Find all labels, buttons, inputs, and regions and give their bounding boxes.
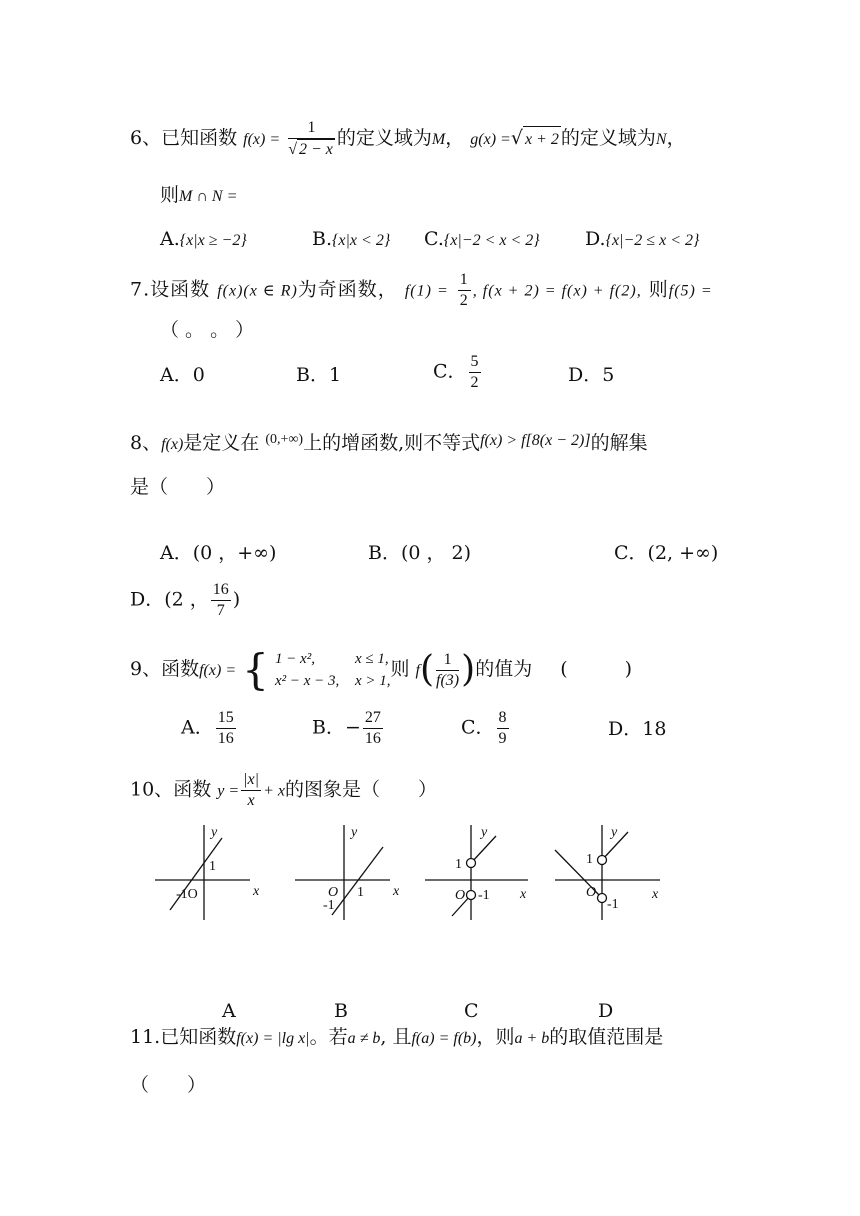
- q7-option-c: [433, 352, 483, 393]
- q6-f-den: √ 2 − x: [288, 141, 333, 158]
- q7-half: [458, 270, 471, 311]
- q9-text3: 的值为: [475, 658, 533, 680]
- q9-option-b-frac: [363, 708, 383, 749]
- graph-b: [295, 825, 390, 920]
- graph-d-y-label: y: [611, 825, 618, 840]
- q6-option-c-label: C.: [424, 228, 444, 250]
- q6-M: M: [431, 131, 446, 148]
- graph-b-y-label: y: [351, 825, 358, 840]
- q9-inner-den: f(3): [436, 671, 460, 689]
- q9-math1: f(x) =: [199, 662, 237, 679]
- q10-frac-den: x: [247, 792, 255, 809]
- q9-text1: 函数: [161, 658, 200, 680]
- q6-f-num: 1: [288, 118, 335, 139]
- q9-option-c: [461, 708, 511, 749]
- graph-c-open-point-top: [467, 859, 476, 868]
- q9-option-a-num: 15: [216, 708, 236, 729]
- q9-option-c-label: C．: [461, 716, 495, 739]
- q6-option-c: [424, 226, 540, 254]
- q9-paren: ( ): [560, 658, 633, 680]
- q6-g-lhs: g(x) =: [470, 131, 511, 148]
- graph-c-y-label: y: [481, 825, 488, 840]
- q10-frac: [241, 770, 261, 811]
- graph-b-origin: O: [328, 885, 339, 900]
- q8-math1: f(x): [161, 436, 184, 453]
- q8-text2: 上的增函数,则不等式: [303, 432, 481, 454]
- graph-a-y-label: y: [211, 825, 218, 840]
- q6-number: 6、: [130, 127, 162, 149]
- q6-f-lhs: f(x) =: [243, 131, 281, 148]
- q9-option-b-sign: −: [344, 716, 361, 739]
- q9-case1-cond: x ≤ 1,: [354, 651, 389, 667]
- q6-option-a-math: {x|x ≥ −2}: [179, 232, 247, 249]
- q9-case2-expr: x² − x − 3,: [274, 673, 340, 689]
- graph-c-origin: O: [455, 888, 466, 903]
- q7-text2: 为奇函数，: [297, 278, 398, 301]
- graph-d-open-point-top: [598, 856, 607, 865]
- q9-line1: [130, 645, 633, 694]
- q7-number: 7.: [130, 278, 151, 301]
- q7-option-c-label: C．: [433, 360, 467, 383]
- q9-right-paren: ): [461, 649, 476, 690]
- q8-line1: [130, 430, 648, 459]
- q10-math1: y =: [217, 782, 240, 800]
- q7-option-a: A．0: [160, 364, 205, 386]
- q8-option-b: B．(0 ， 2): [368, 542, 472, 564]
- q9-option-a-label: A．: [181, 716, 214, 739]
- graph-c-x-label: x: [520, 887, 527, 902]
- q6-line2: [160, 182, 237, 210]
- q11-math4: a + b: [514, 1030, 550, 1047]
- q9-inner-num: 1: [436, 650, 459, 671]
- q8-math3: f(x) > f[8(x − 2)]: [480, 432, 591, 449]
- q11-line2: （ ）: [130, 1074, 207, 1096]
- q7-option-b: B．1: [296, 364, 342, 386]
- q6-N: N: [655, 131, 667, 148]
- q10-text1: 函数: [173, 778, 212, 801]
- graph-a-caption: A: [222, 1000, 236, 1022]
- q6-text1: 已知函数: [161, 127, 238, 149]
- q8-option-d-den: 7: [216, 602, 225, 619]
- q11-math3: f(a) = f(b): [411, 1030, 477, 1047]
- q7-math4: f(5) =: [668, 282, 713, 300]
- q7-option-d: D．5: [568, 364, 615, 386]
- q9-left-paren: (: [419, 649, 435, 690]
- q9-inner-frac: [436, 650, 459, 691]
- q9-math2: f: [415, 662, 420, 679]
- graph-d-x-label: x: [652, 887, 659, 902]
- q11-text3: , 且: [380, 1026, 412, 1048]
- graph-a-neg-one-origin: -1O: [176, 887, 198, 902]
- q9-brace: {: [242, 645, 269, 694]
- q9-case1-expr: 1 − x²,: [274, 651, 315, 667]
- q6-line2-math: M ∩ N =: [179, 188, 238, 205]
- graph-b-line: [332, 847, 383, 915]
- graph-a: [155, 825, 250, 920]
- q8-option-d-close: ): [232, 588, 241, 611]
- q6-line2-text: 则: [160, 184, 180, 206]
- q7-text3: 则: [648, 278, 669, 301]
- graph-d-neg-one: -1: [607, 897, 619, 912]
- q10-number: 10、: [130, 778, 174, 801]
- q6-option-d: [585, 226, 699, 254]
- q9-number: 9、: [130, 658, 162, 680]
- q9-option-b-num: 27: [363, 708, 383, 729]
- q9-option-b-den: 16: [364, 730, 381, 747]
- q9-option-b-label: B．: [312, 716, 345, 739]
- graph-c-neg-one: -1: [478, 888, 490, 903]
- q8-math2: (0,+∞): [265, 432, 304, 447]
- q6-comma2: ，: [666, 127, 686, 149]
- q10-text2: 的图象是（ ）: [284, 778, 437, 801]
- q6-f-radicand: 2 − x: [298, 141, 333, 158]
- q6-f-fraction: [288, 118, 335, 160]
- q6-option-d-label: D.: [585, 228, 606, 250]
- q11-math2: a ≠ b: [347, 1030, 381, 1047]
- graph-d-caption: D: [598, 1000, 614, 1022]
- q7-math1: f(x)(x ∈ R): [217, 282, 298, 300]
- q9-option-c-frac: [497, 708, 509, 749]
- q6-text2: 的定义域为: [336, 127, 432, 149]
- q6-line1: 6、已知函数 f(x) = $\frac{1}{√ 2 - x}$ 的定义域为M， g(x) =√ x + 2 的定义域为N，: [130, 119, 686, 158]
- graph-b-caption: B: [334, 1000, 348, 1022]
- graph-b-x-label: x: [393, 884, 400, 899]
- q6-g-radicand: x + 2: [523, 126, 561, 153]
- q6-option-a-label: A.: [160, 228, 180, 250]
- q7-math2: f(1) =: [404, 282, 449, 300]
- q6-option-c-math: {x|−2 < x < 2}: [443, 232, 540, 249]
- q9-option-d: D．18: [608, 718, 667, 740]
- q7-half-den: 2: [459, 292, 469, 309]
- graph-d-origin: O: [586, 885, 597, 900]
- graph-c-upper-ray: [471, 836, 496, 863]
- graph-b-one: 1: [357, 885, 364, 900]
- graph-a-x-label: x: [253, 884, 260, 899]
- q7-line1: [130, 270, 713, 311]
- q6-option-b-label: B.: [312, 228, 333, 250]
- q9-cases: [275, 648, 391, 692]
- q8-option-d-frac: [211, 580, 231, 621]
- q11-text5: 的取值范围是: [549, 1026, 664, 1048]
- q7-text1: 设函数: [150, 278, 211, 301]
- q6-option-d-math: {x|−2 ≤ x < 2}: [605, 232, 700, 249]
- q11-line1: [130, 1024, 663, 1052]
- q9-option-a: [181, 708, 238, 749]
- q9-option-a-den: 16: [217, 730, 234, 747]
- q7-option-c-den: 2: [470, 374, 479, 391]
- q10-frac-num: |x|: [241, 770, 261, 791]
- q11-math1: f(x) = |lg x|: [236, 1030, 310, 1047]
- graph-c-open-point-bottom: [467, 891, 476, 900]
- q7-option-c-num: 5: [469, 352, 481, 373]
- q7-option-c-frac: [469, 352, 481, 393]
- graph-b-neg-one: -1: [323, 898, 335, 913]
- q9-option-a-frac: [216, 708, 236, 749]
- graph-c-caption: C: [464, 1000, 479, 1022]
- q7-paren: （ 。 。 ）: [160, 319, 255, 341]
- q10-math2: + x: [263, 782, 285, 800]
- q7-half-num: 1: [458, 270, 471, 291]
- q11-text2: 。若: [309, 1026, 348, 1048]
- q8-option-c: C．(2, +∞): [614, 542, 719, 564]
- q6-option-a: [160, 226, 247, 254]
- q9-option-c-num: 8: [497, 708, 509, 729]
- q6-option-b-math: {x|x < 2}: [332, 232, 391, 249]
- q8-line2: 是（ ）: [130, 476, 226, 498]
- q6-option-b: [312, 226, 390, 254]
- q9-option-c-den: 9: [498, 730, 507, 747]
- q8-text3: 的解集: [590, 432, 648, 454]
- graph-c: [425, 825, 528, 920]
- q10-line1: [130, 770, 437, 811]
- q6-text3: 的定义域为: [560, 127, 656, 149]
- q8-option-d-label: D．(2 ，: [130, 588, 209, 611]
- graph-a-one: 1: [209, 859, 216, 874]
- q9-case2-cond: x > 1,: [354, 673, 391, 689]
- q11-number: 11.: [130, 1026, 161, 1048]
- q9-option-b: [312, 708, 385, 749]
- q8-number: 8、: [130, 432, 162, 454]
- q9-text2: 则: [390, 658, 410, 680]
- q11-text1: 已知函数: [160, 1026, 237, 1048]
- q8-option-a: A．(0 ，+∞): [160, 542, 277, 564]
- q7-math3: , f(x + 2) = f(x) + f(2),: [472, 282, 642, 300]
- graph-c-one: 1: [455, 857, 462, 872]
- graph-d-one: 1: [586, 852, 593, 867]
- q10-graphs: [140, 810, 680, 940]
- q11-text4: ，则: [476, 1026, 515, 1048]
- q8-text1: 是定义在: [183, 432, 260, 454]
- graph-d-open-point-bottom: [598, 894, 607, 903]
- q6-comma: ，: [445, 127, 465, 149]
- q8-option-d: [130, 580, 240, 621]
- q8-option-d-num: 16: [211, 580, 231, 601]
